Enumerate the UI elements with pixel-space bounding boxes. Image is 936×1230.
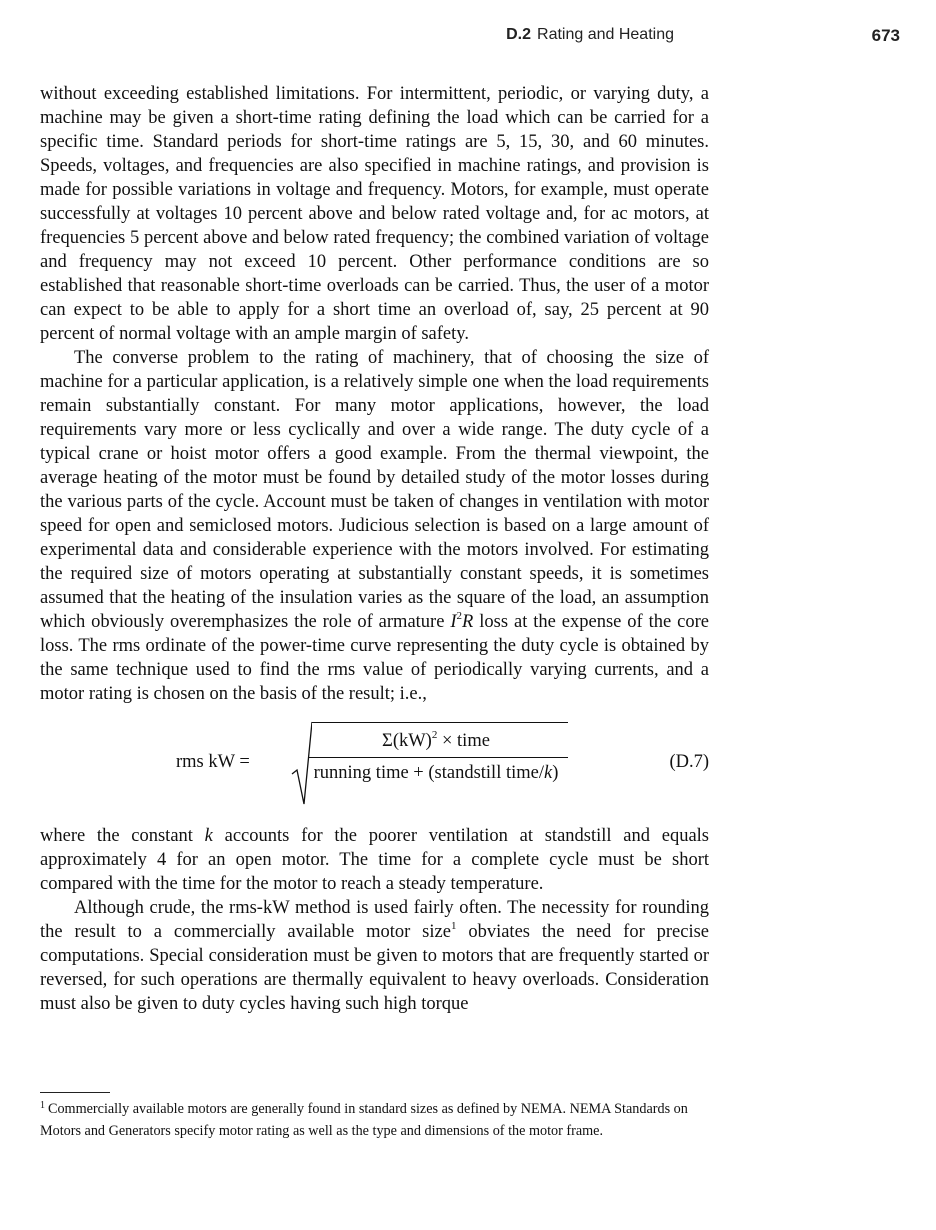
constant-k: k <box>204 826 213 846</box>
equation-denominator: running time + (standstill time/k) <box>313 763 559 783</box>
equation-number: (D.7) <box>669 752 709 772</box>
footnote-reference[interactable]: 1 <box>450 919 457 932</box>
paragraph-constant-k: where the constant k accounts for the poorer ventilation at standstill and equals approximately 4 for an open motor. The time for a complete cycle must be short compared with the time for the motor to reach a steady temperature. <box>40 826 709 894</box>
body-text <box>40 82 709 1016</box>
equation-lhs: rms kW = <box>176 752 250 772</box>
equation-fraction <box>304 718 568 808</box>
radical-vinculum <box>312 722 568 723</box>
footnote-text: Commercially available motors are generally found in standard sizes as defined by NEMA. NEMA Standards on Motors and Generators specify motor rating as well as the type and dimensions of the motor frame. <box>40 1101 688 1139</box>
paragraph-duty-cycle: The converse problem to the rating of machinery, that of choosing the size of machine for a particular application, is a relatively simple one when the load requirements remain substantially constant. For many motor applications, however, the load requirements vary more or less cyclically and over a wide range. The duty cycle of a typical crane or hoist motor offers a good example. From the thermal viewpoint, the average heating of the motor must be found by detailed study of the motor losses during the various parts of the cycle. Account must be taken of changes in ventilation with motor speed for open and semiclosed motors. Judicious selection is based on a large amount of experimental data and considerable experience with the motors involved. For estimating the required size of motors operating at substantially constant speeds, it is sometimes assumed that the heating of the insulation varies as the square of the load, an assumption which obviously overemphasizes the role of armature $I^2R$ loss at the expense of the core loss. The rms ordinate of the power-time curve representing the duty cycle is obtained by the same technique used to find the rms value of periodically varying currents, and a motor rating is chosen on the basis of the result; i.e., <box>40 348 710 704</box>
section-title: Rating and Heating <box>537 26 674 43</box>
section-number: D.2 <box>506 26 532 43</box>
paragraph-continuation: without exceeding established limitations. For intermittent, periodic, or varying duty, a machine may be given a short-time rating defining the load which can be carried for a specific time. Standard periods for short-time ratings are 5, 15, 30, and 60 minutes. Speeds, voltages, and frequencies are also specified in machine ratings, and provision is made for possible variations in voltage and frequency. Motors, for example, must operate successfully at voltages 10 percent above and below rated voltage and, for ac motors, at frequencies 5 percent above and below rated frequency; the combined variation of voltage and frequency may not exceed 10 percent. Other performance conditions are so established that reasonable short-time overloads can be carried. Thus, the user of a motor can expect to be able to apply for a short time an overload of, say, 25 percent at 90 percent of normal voltage with an ample margin of safety. <box>40 84 709 344</box>
equation-d7 <box>40 718 709 810</box>
footnote-divider <box>40 1092 110 1093</box>
current-symbol: I <box>450 612 457 632</box>
section-heading <box>506 26 674 44</box>
page-number: 673 <box>871 26 900 45</box>
fraction-bar <box>308 757 568 758</box>
paragraph-rms-method: Although crude, the rms-kW method is used fairly often. The necessity for rounding the result to a commercially available motor size$^1$ obviates the need for precise computations. Special consideration must be given to motors that are frequently started or reversed, for such operations are thermally equivalent to heavy overloads. Consideration must also be given to duty cycles having such high torque <box>40 898 709 1014</box>
footnote-marker: 1 <box>40 1100 45 1111</box>
exponent: 2 <box>456 609 463 622</box>
footnote <box>40 1099 709 1141</box>
equation-numerator: Σ(kW)$^2$ × time <box>382 728 490 751</box>
running-head <box>40 26 900 48</box>
resistance-symbol: R <box>462 612 474 632</box>
